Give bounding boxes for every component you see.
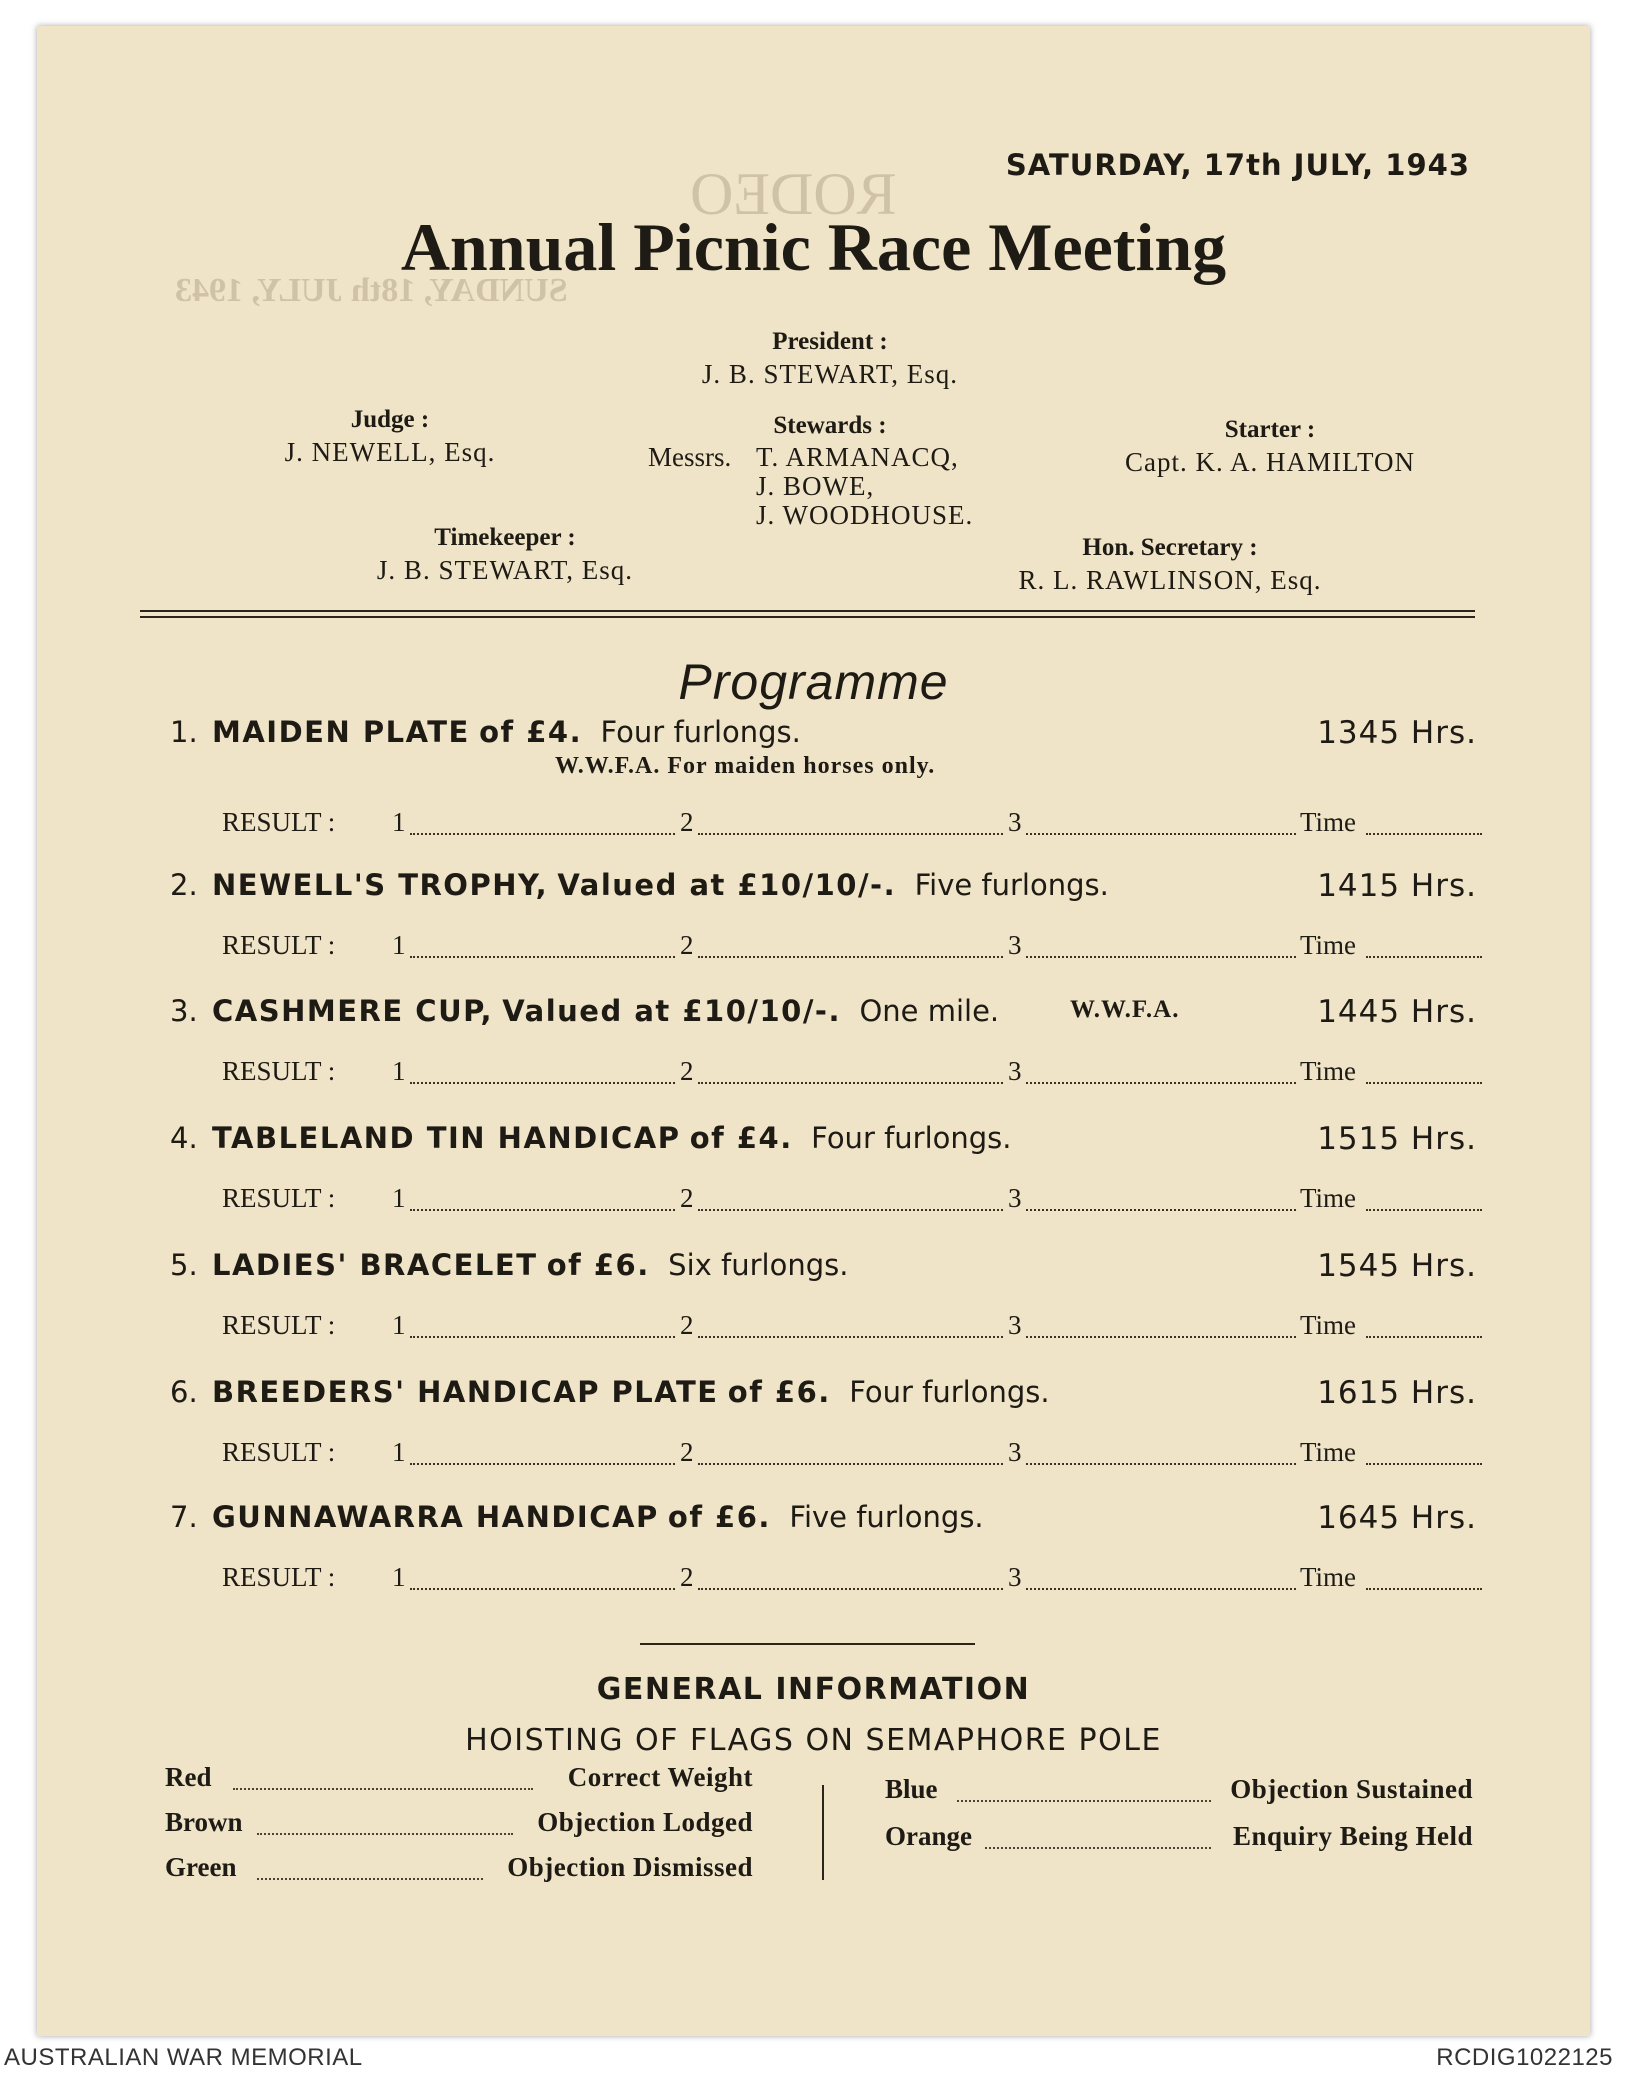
race-name: GUNNAWARRA HANDICAP xyxy=(212,1500,659,1534)
secretary-role: Hon. Secretary : xyxy=(1082,534,1258,561)
place-1-label: 1 xyxy=(392,1056,406,1086)
flag-color: Red xyxy=(165,1762,212,1792)
race-distance: One mile. xyxy=(859,994,1000,1028)
result-label: RESULT : xyxy=(222,1310,336,1340)
result-label: RESULT : xyxy=(222,1437,336,1467)
place-3-label: 3 xyxy=(1008,1183,1022,1213)
place-1-blank[interactable] xyxy=(410,1336,675,1338)
race-prize: of £6. xyxy=(546,1248,650,1282)
flag-color: Orange xyxy=(885,1821,972,1851)
time-blank[interactable] xyxy=(1366,833,1482,835)
footer-archive-name: AUSTRALIAN WAR MEMORIAL xyxy=(4,2044,363,2071)
flag-dots xyxy=(233,1788,533,1790)
judge-role: Judge : xyxy=(350,406,430,433)
race-heading xyxy=(212,1248,848,1282)
race-heading xyxy=(212,715,801,749)
place-3-label: 3 xyxy=(1008,1310,1022,1340)
double-rule-divider xyxy=(140,610,1475,618)
race-distance: Four furlongs. xyxy=(849,1375,1050,1409)
result-label: RESULT : xyxy=(222,1183,336,1213)
official-stewards xyxy=(630,410,1030,442)
race-time: 1445 Hrs. xyxy=(1317,994,1477,1030)
place-3-label: 3 xyxy=(1008,1056,1022,1086)
secretary-name: R. L. RAWLINSON, Esq. xyxy=(1018,565,1322,595)
place-1-label: 1 xyxy=(392,1310,406,1340)
race-extra: W.W.F.A. xyxy=(1070,996,1180,1023)
place-3-label: 3 xyxy=(1008,1562,1022,1592)
flag-row-green xyxy=(165,1852,753,1886)
race-time: 1515 Hrs. xyxy=(1317,1121,1477,1157)
official-judge xyxy=(240,404,540,468)
race-name: NEWELL'S TROPHY, xyxy=(212,868,549,902)
race-distance: Four furlongs. xyxy=(811,1121,1012,1155)
flag-color: Green xyxy=(165,1852,237,1882)
race-distance: Five furlongs. xyxy=(789,1500,984,1534)
flag-row-blue xyxy=(885,1774,1473,1808)
race-time: 1345 Hrs. xyxy=(1317,715,1477,751)
general-info-title: GENERAL INFORMATION xyxy=(596,1672,1031,1707)
race-time: 1615 Hrs. xyxy=(1317,1375,1477,1411)
steward-name-1: T. ARMANACQ, xyxy=(756,442,959,472)
flag-dots xyxy=(985,1847,1211,1849)
flag-row-brown xyxy=(165,1807,753,1841)
flag-meaning: Objection Dismissed xyxy=(507,1852,753,1882)
time-blank[interactable] xyxy=(1366,1082,1482,1084)
flag-color: Blue xyxy=(885,1774,938,1804)
place-2-label: 2 xyxy=(680,1056,694,1086)
race-number: 7. xyxy=(170,1500,198,1534)
place-2-blank[interactable] xyxy=(698,1082,1003,1084)
stewards-list xyxy=(648,443,973,530)
time-blank[interactable] xyxy=(1366,1588,1482,1590)
race-number: 5. xyxy=(170,1248,198,1282)
time-label: Time xyxy=(1300,1310,1357,1340)
place-2-label: 2 xyxy=(680,807,694,837)
race-heading xyxy=(212,868,1109,902)
result-label: RESULT : xyxy=(222,1562,336,1592)
race-distance: Six furlongs. xyxy=(668,1248,849,1282)
time-label: Time xyxy=(1300,807,1357,837)
flag-meaning: Correct Weight xyxy=(567,1762,753,1792)
place-2-blank[interactable] xyxy=(698,1588,1003,1590)
president-name: J. B. STEWART, Esq. xyxy=(701,359,959,389)
place-3-blank[interactable] xyxy=(1026,956,1296,958)
steward-name-2: J. BOWE, xyxy=(756,471,875,501)
result-label: RESULT : xyxy=(222,1056,336,1086)
race-heading xyxy=(212,994,999,1028)
result-label: RESULT : xyxy=(222,807,336,837)
event-date: SATURDAY, 17th JULY, 1943 xyxy=(1005,148,1470,182)
flag-color: Brown xyxy=(165,1807,243,1837)
race-number: 1. xyxy=(170,715,198,749)
place-2-label: 2 xyxy=(680,1310,694,1340)
reverse-bleed-date: SUNDAY, 18th JULY, 1943 xyxy=(175,272,568,309)
programme-title: Programme xyxy=(678,654,949,710)
starter-role: Starter : xyxy=(1224,416,1316,443)
place-1-label: 1 xyxy=(392,1437,406,1467)
starter-name: Capt. K. A. HAMILTON xyxy=(1124,447,1415,477)
stewards-role: Stewards : xyxy=(773,412,887,439)
race-prize: Valued at £10/10/-. xyxy=(557,868,897,902)
time-blank[interactable] xyxy=(1366,1209,1482,1211)
place-3-label: 3 xyxy=(1008,930,1022,960)
flag-meaning: Objection Lodged xyxy=(537,1807,753,1837)
page-title: Annual Picnic Race Meeting xyxy=(400,209,1227,285)
place-1-blank[interactable] xyxy=(410,1082,675,1084)
time-blank[interactable] xyxy=(1366,1463,1482,1465)
race-name: MAIDEN PLATE xyxy=(212,715,470,749)
time-blank[interactable] xyxy=(1366,1336,1482,1338)
official-starter xyxy=(1080,414,1460,478)
steward-name-3: J. WOODHOUSE. xyxy=(756,500,974,530)
place-3-blank[interactable] xyxy=(1026,1209,1296,1211)
race-heading xyxy=(212,1375,1050,1409)
place-3-blank[interactable] xyxy=(1026,1588,1296,1590)
place-1-label: 1 xyxy=(392,807,406,837)
time-label: Time xyxy=(1300,1056,1357,1086)
result-label: RESULT : xyxy=(222,930,336,960)
official-timekeeper xyxy=(330,522,680,586)
place-1-label: 1 xyxy=(392,1183,406,1213)
place-3-blank[interactable] xyxy=(1026,1082,1296,1084)
flag-meaning: Objection Sustained xyxy=(1230,1774,1473,1804)
judge-name: J. NEWELL, Esq. xyxy=(284,437,496,467)
race-distance: Five furlongs. xyxy=(914,868,1109,902)
flags-column-separator xyxy=(822,1785,824,1880)
place-1-label: 1 xyxy=(392,1562,406,1592)
flag-row-red xyxy=(165,1762,753,1796)
race-number: 4. xyxy=(170,1121,198,1155)
place-3-blank[interactable] xyxy=(1026,1336,1296,1338)
race-name: CASHMERE CUP, xyxy=(212,994,494,1028)
stewards-prefix: Messrs. xyxy=(648,442,732,472)
place-2-blank[interactable] xyxy=(698,1463,1003,1465)
place-2-label: 2 xyxy=(680,930,694,960)
place-3-blank[interactable] xyxy=(1026,1463,1296,1465)
race-prize: Valued at £10/10/-. xyxy=(502,994,841,1028)
race-distance: Four furlongs. xyxy=(600,715,801,749)
race-prize: of £4. xyxy=(689,1121,793,1155)
place-1-blank[interactable] xyxy=(410,1209,675,1211)
president-role: President : xyxy=(772,328,888,355)
place-3-label: 3 xyxy=(1008,1437,1022,1467)
timekeeper-role: Timekeeper : xyxy=(434,524,576,551)
place-3-blank[interactable] xyxy=(1026,833,1296,835)
race-heading xyxy=(212,1500,984,1534)
race-name: LADIES' BRACELET xyxy=(212,1248,538,1282)
race-time: 1415 Hrs. xyxy=(1317,868,1477,904)
official-president xyxy=(630,326,1030,390)
place-2-label: 2 xyxy=(680,1562,694,1592)
flag-dots xyxy=(257,1833,513,1835)
flags-subtitle: HOISTING OF FLAGS ON SEMAPHORE POLE xyxy=(465,1723,1162,1758)
place-3-label: 3 xyxy=(1008,807,1022,837)
reverse-bleed-heading: RODEO xyxy=(690,161,897,227)
place-1-blank[interactable] xyxy=(410,1463,675,1465)
time-label: Time xyxy=(1300,930,1357,960)
place-1-blank[interactable] xyxy=(410,833,675,835)
race-name: TABLELAND TIN HANDICAP xyxy=(212,1121,681,1155)
place-1-label: 1 xyxy=(392,930,406,960)
flag-meaning: Enquiry Being Held xyxy=(1232,1821,1473,1851)
official-secretary xyxy=(970,532,1370,596)
race-number: 2. xyxy=(170,868,198,902)
place-1-blank[interactable] xyxy=(410,956,675,958)
place-1-blank[interactable] xyxy=(410,1588,675,1590)
race-time: 1545 Hrs. xyxy=(1317,1248,1477,1284)
race-prize: of £6. xyxy=(667,1500,771,1534)
place-2-blank[interactable] xyxy=(698,1209,1003,1211)
race-conditions: W.W.F.A. For maiden horses only. xyxy=(555,753,936,779)
section-divider xyxy=(640,1643,975,1645)
place-2-label: 2 xyxy=(680,1183,694,1213)
race-number: 3. xyxy=(170,994,198,1028)
race-time: 1645 Hrs. xyxy=(1317,1500,1477,1536)
race-prize: of £4. xyxy=(479,715,583,749)
flag-row-orange xyxy=(885,1821,1473,1855)
place-2-label: 2 xyxy=(680,1437,694,1467)
race-number: 6. xyxy=(170,1375,198,1409)
race-name: BREEDERS' HANDICAP PLATE xyxy=(212,1375,719,1409)
time-label: Time xyxy=(1300,1562,1357,1592)
flag-dots xyxy=(957,1800,1211,1802)
race-heading xyxy=(212,1121,1012,1155)
footer-record-id: RCDIG1022125 xyxy=(1436,2044,1613,2071)
time-blank[interactable] xyxy=(1366,956,1482,958)
time-label: Time xyxy=(1300,1437,1357,1467)
timekeeper-name: J. B. STEWART, Esq. xyxy=(376,555,634,585)
place-2-blank[interactable] xyxy=(698,956,1003,958)
place-2-blank[interactable] xyxy=(698,833,1003,835)
flag-dots xyxy=(257,1878,483,1880)
time-label: Time xyxy=(1300,1183,1357,1213)
race-prize: of £6. xyxy=(727,1375,831,1409)
place-2-blank[interactable] xyxy=(698,1336,1003,1338)
